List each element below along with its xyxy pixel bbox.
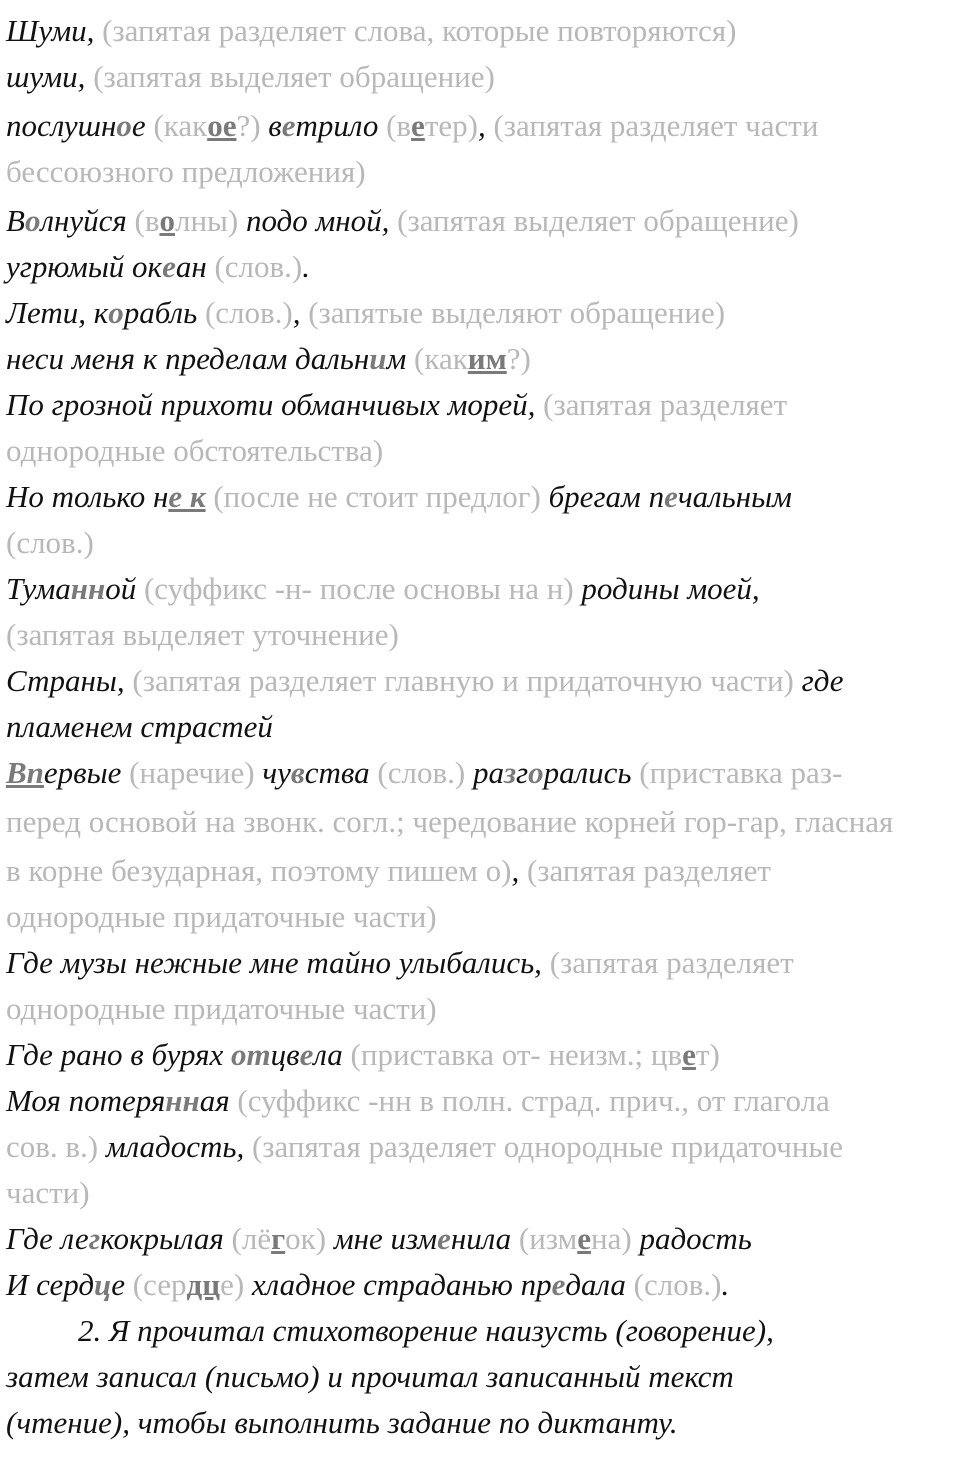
text-line bbox=[6, 658, 954, 704]
main-text: (чтение), чтобы выполнить задание по диктанту. bbox=[6, 1405, 678, 1440]
note-text: (запятая разделяет bbox=[519, 853, 771, 888]
note-text: перед основой на звонк. согл.; чередование корней гор-гар, гласная bbox=[6, 804, 894, 839]
highlighted-letter: е bbox=[281, 108, 296, 143]
underlined-letter: ое bbox=[207, 108, 237, 143]
note-text: (запятая разделяет главную и придаточную части) bbox=[124, 663, 802, 698]
main-text: В bbox=[6, 203, 25, 238]
main-text: е bbox=[111, 1267, 126, 1302]
text-line bbox=[6, 986, 954, 1032]
note-text: (в bbox=[126, 203, 160, 238]
main-text: угрюмый ок bbox=[6, 249, 163, 284]
main-text: ра bbox=[472, 755, 504, 790]
main-text: в bbox=[268, 108, 282, 143]
main-text: цв bbox=[270, 1037, 300, 1072]
text-line bbox=[6, 704, 954, 750]
main-text: , bbox=[292, 295, 301, 330]
main-text: . bbox=[302, 249, 310, 284]
note-text: (слов.) bbox=[206, 249, 303, 284]
main-text: подо мной, bbox=[245, 203, 390, 238]
note-text: (лё bbox=[223, 1221, 272, 1256]
text-line bbox=[6, 1400, 954, 1446]
text-line bbox=[6, 750, 954, 796]
note-text: (запятая разделяет однородные придаточные bbox=[244, 1129, 843, 1164]
text-line bbox=[6, 1078, 954, 1124]
text-line bbox=[6, 894, 954, 940]
main-text: ства bbox=[304, 755, 370, 790]
main-text: г bbox=[516, 755, 529, 790]
highlighted-letter: е bbox=[664, 479, 678, 514]
highlighted-letter: от bbox=[231, 1037, 271, 1072]
main-text: И серд bbox=[6, 1267, 95, 1302]
text-line bbox=[6, 382, 954, 428]
document-body bbox=[6, 8, 954, 1446]
main-text: ла bbox=[313, 1037, 343, 1072]
main-text: неси меня к пределам дальн bbox=[6, 341, 370, 376]
highlighted-letter: е bbox=[162, 249, 176, 284]
text-line bbox=[6, 54, 954, 100]
text-line bbox=[6, 244, 954, 290]
main-text: Шуми, bbox=[6, 13, 95, 48]
main-text: Тума bbox=[6, 571, 71, 606]
note-text: (запятая выделяет обращение) bbox=[85, 59, 495, 94]
main-text: Страны, bbox=[6, 663, 125, 698]
main-text: По грозной прихоти обманчивых морей, bbox=[6, 387, 536, 422]
note-text: (в bbox=[378, 108, 412, 143]
note-text: ?) bbox=[236, 108, 269, 143]
text-line bbox=[6, 103, 954, 149]
note-text: на) bbox=[591, 1221, 640, 1256]
note-text: однородные обстоятельства) bbox=[6, 433, 384, 468]
highlighted-letter: е bbox=[299, 1037, 314, 1072]
highlighted-letter: нн bbox=[165, 1083, 200, 1118]
main-text: кокрылая bbox=[100, 1221, 224, 1256]
note-text: (суффикс -н- после основы на н) bbox=[136, 571, 582, 606]
main-text: ан bbox=[175, 249, 207, 284]
highlighted-letter: г bbox=[88, 1221, 101, 1256]
note-text: е) bbox=[220, 1267, 252, 1302]
underlined-letter: е bbox=[682, 1037, 696, 1072]
main-text: радость bbox=[639, 1221, 752, 1256]
main-text: мне изм bbox=[333, 1221, 438, 1256]
note-text: (как bbox=[145, 108, 208, 143]
main-text: брегам п bbox=[548, 479, 665, 514]
text-line bbox=[6, 149, 954, 195]
main-text: Где музы нежные мне тайно улыбались, bbox=[6, 945, 542, 980]
note-text: тер) bbox=[424, 108, 478, 143]
note-text: (суффикс -нн в полн. страд. прич., от глагола bbox=[229, 1083, 830, 1118]
note-text: (запятая выделяет обращение) bbox=[389, 203, 799, 238]
highlighted-letter: о bbox=[528, 755, 544, 790]
highlighted-letter: и bbox=[369, 341, 387, 376]
note-text: в корне безударная, поэтому пишем о) bbox=[6, 853, 512, 888]
note-text: (запятая разделяет bbox=[535, 387, 788, 422]
note-text: части) bbox=[6, 1175, 90, 1210]
note-text: (слов.) bbox=[197, 295, 293, 330]
main-text: ой bbox=[105, 571, 137, 606]
text-line bbox=[6, 1124, 954, 1170]
note-text: лны) bbox=[174, 203, 246, 238]
main-text: пламенем страстей bbox=[6, 709, 273, 744]
text-line bbox=[6, 474, 954, 520]
note-text: ок) bbox=[285, 1221, 334, 1256]
note-text: (как bbox=[406, 341, 468, 376]
note-text: ?) bbox=[506, 341, 531, 376]
main-text: младость, bbox=[105, 1129, 245, 1164]
main-text: е bbox=[131, 108, 146, 143]
highlighted-letter: о bbox=[116, 108, 132, 143]
underlined-letter: дц bbox=[186, 1267, 221, 1302]
highlighted-letter: з bbox=[503, 755, 517, 790]
underlined-letter: о bbox=[159, 203, 175, 238]
text-line bbox=[6, 1170, 954, 1216]
underlined-letter: е bbox=[411, 108, 425, 143]
text-line bbox=[6, 336, 954, 382]
main-text: шуми, bbox=[6, 59, 86, 94]
underlined-letter: е bbox=[577, 1221, 591, 1256]
text-line bbox=[6, 428, 954, 474]
note-text: (запятые выделяют обращение) bbox=[300, 295, 726, 330]
main-text: чу bbox=[262, 755, 291, 790]
text-line bbox=[6, 1216, 954, 1262]
main-text: м bbox=[386, 341, 407, 376]
text-line bbox=[6, 1308, 954, 1354]
highlighted-letter: нн bbox=[70, 571, 106, 606]
note-text: (приставка раз- bbox=[631, 755, 843, 790]
note-text: (приставка от- неизм.; цв bbox=[342, 1037, 683, 1072]
note-text: (запятая выделяет уточнение) bbox=[6, 617, 399, 652]
highlighted-letter: о bbox=[108, 295, 124, 330]
note-text: (сер bbox=[125, 1267, 187, 1302]
note-text: однородные придаточные части) bbox=[6, 991, 437, 1026]
main-text: послушн bbox=[6, 108, 117, 143]
note-text: (запятая разделяет части bbox=[485, 108, 819, 143]
text-line bbox=[6, 1032, 954, 1078]
main-text: чальным bbox=[677, 479, 792, 514]
note-text: (наречие) bbox=[121, 755, 263, 790]
note-text: (запятая разделяет слова, которые повторяются) bbox=[94, 13, 737, 48]
text-line bbox=[6, 612, 954, 658]
text-line bbox=[6, 8, 954, 54]
text-line bbox=[6, 520, 954, 566]
main-text: лнуйся bbox=[40, 203, 127, 238]
note-text: т) bbox=[695, 1037, 720, 1072]
main-text: родины моей, bbox=[581, 571, 760, 606]
main-text: . bbox=[721, 1267, 730, 1302]
main-text: Где ле bbox=[6, 1221, 89, 1256]
main-text: нила bbox=[450, 1221, 512, 1256]
note-text: бессоюзного предложения) bbox=[6, 154, 366, 189]
note-text: (изм bbox=[511, 1221, 578, 1256]
main-text: Лети, к bbox=[6, 295, 109, 330]
main-text: Где рано в бурях bbox=[6, 1037, 232, 1072]
note-text: (слов.) bbox=[369, 755, 473, 790]
note-text: (запятая разделяет bbox=[541, 945, 794, 980]
main-text: дала bbox=[565, 1267, 626, 1302]
main-text: рабль bbox=[123, 295, 198, 330]
highlighted-letter: ц bbox=[94, 1267, 112, 1302]
text-line bbox=[6, 566, 954, 612]
main-text: Но только н bbox=[6, 479, 169, 514]
underlined-letter: им bbox=[467, 341, 507, 376]
note-text: (после не стоит предлог) bbox=[205, 479, 549, 514]
highlighted-letter: е bbox=[437, 1221, 451, 1256]
underlined-highlight: Вп bbox=[6, 755, 44, 790]
highlighted-letter: о bbox=[24, 203, 41, 238]
main-text: затем записал (письмо) и прочитал записанный текст bbox=[6, 1359, 734, 1394]
main-text: 2. Я прочитал стихотворение наизусть (говорение), bbox=[78, 1313, 774, 1348]
note-text: сов. в.) bbox=[6, 1129, 106, 1164]
main-text: , bbox=[511, 853, 520, 888]
note-text: однородные придаточные части) bbox=[6, 899, 437, 934]
text-line bbox=[6, 799, 954, 845]
main-text: трило bbox=[295, 108, 379, 143]
main-text: хладное страданью пр bbox=[251, 1267, 552, 1302]
highlighted-letter: е bbox=[551, 1267, 566, 1302]
main-text: рались bbox=[543, 755, 632, 790]
text-line bbox=[6, 290, 954, 336]
note-text: (слов.) bbox=[6, 525, 94, 560]
underlined-highlight: е к bbox=[168, 479, 206, 514]
main-text: ая bbox=[199, 1083, 230, 1118]
main-text: ервые bbox=[43, 755, 122, 790]
main-text: где bbox=[801, 663, 844, 698]
main-text: Моя потеря bbox=[6, 1083, 166, 1118]
underlined-letter: г bbox=[271, 1221, 286, 1256]
main-text: , bbox=[477, 108, 486, 143]
highlighted-letter: в bbox=[290, 755, 305, 790]
text-line bbox=[6, 1262, 954, 1308]
text-line bbox=[6, 198, 954, 244]
text-line bbox=[6, 1354, 954, 1400]
text-line bbox=[6, 848, 954, 894]
text-line bbox=[6, 940, 954, 986]
note-text: (слов.) bbox=[625, 1267, 722, 1302]
